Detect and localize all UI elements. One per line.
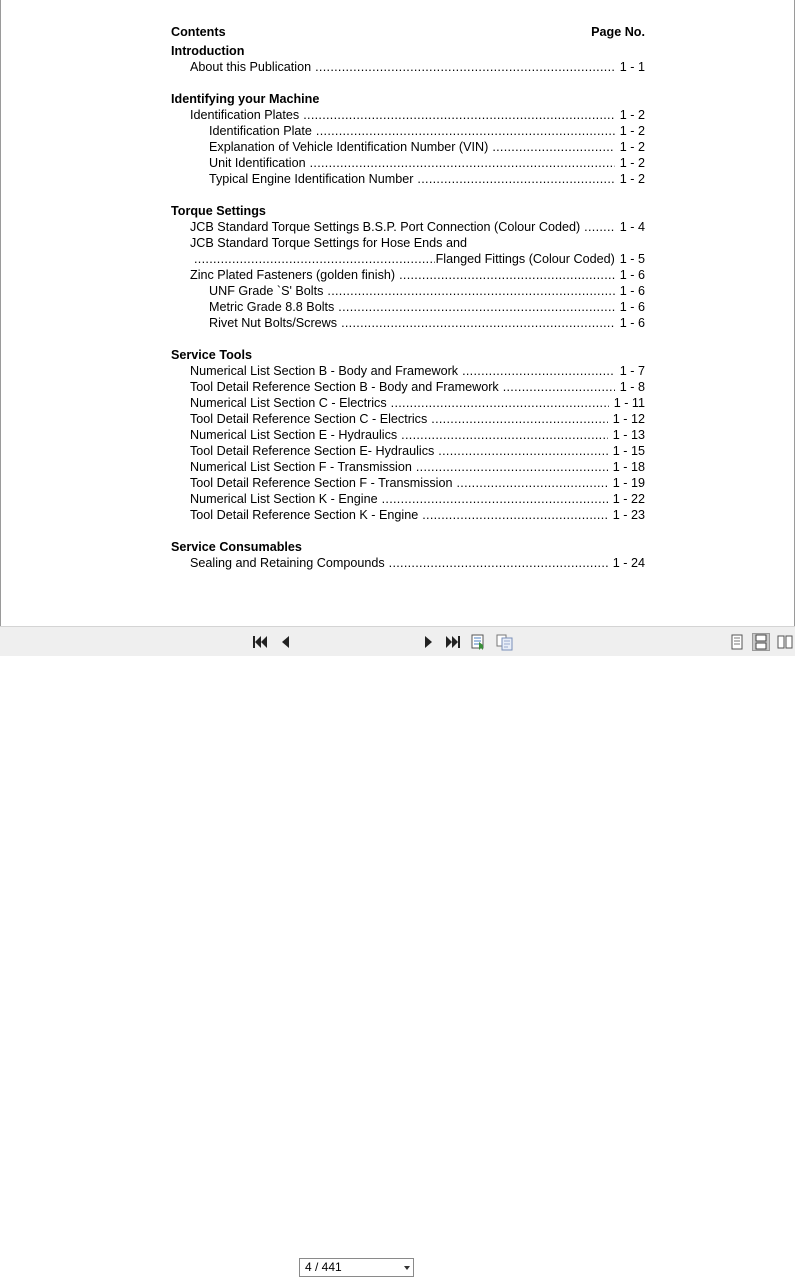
toc-entry[interactable]: [171, 59, 645, 75]
dot-leader: [334, 299, 615, 315]
page-indicator: 4 / 441: [305, 1260, 342, 1274]
bookmark-icon[interactable]: [470, 633, 488, 651]
toc-entry-text: Unit Identification: [209, 156, 306, 170]
dot-leader: [397, 427, 608, 443]
section-title: Introduction: [171, 44, 245, 58]
page-number-select[interactable]: [299, 1258, 414, 1277]
section-spacer: [171, 75, 645, 91]
dot-leader: [412, 459, 608, 475]
toc-entry-text: Numerical List Section E - Hydraulics: [190, 428, 398, 442]
toc-entry-text: Tool Detail Reference Section F - Transmission: [190, 476, 453, 490]
toc-entry[interactable]: [171, 299, 645, 315]
section-title: Identifying your Machine: [171, 92, 320, 106]
dot-leader: [418, 507, 608, 523]
dot-leader: [337, 315, 615, 331]
toc-entry-text: Zinc Plated Fasteners (golden finish): [190, 268, 396, 282]
continuous-page-icon[interactable]: [752, 633, 770, 651]
toc-entry-text: Numerical List Section K - Engine: [190, 492, 378, 506]
dot-leader: [395, 267, 615, 283]
toc-page-number: 1 - 5: [619, 252, 645, 266]
dot-leader: [580, 219, 615, 235]
toc-entry[interactable]: [171, 395, 645, 411]
toc-entry-text: Numerical List Section F - Transmission: [190, 460, 412, 474]
dot-leader: [427, 411, 608, 427]
table-of-contents: [171, 24, 645, 571]
toc-entry[interactable]: [171, 139, 645, 155]
section-spacer: [171, 523, 645, 539]
dot-leader: [452, 475, 607, 491]
toc-page-number: 1 - 2: [619, 124, 645, 138]
dot-leader: [306, 155, 615, 171]
toc-entry[interactable]: [171, 155, 645, 171]
toc-page-number: 1 - 8: [619, 380, 645, 394]
toc-entry-text: Sealing and Retaining Compounds: [190, 556, 385, 570]
toc-entry-text: Flanged Fittings (Colour Coded): [435, 252, 615, 266]
section-spacer: [171, 331, 645, 347]
toc-page-number: 1 - 2: [619, 140, 645, 154]
toc-entry[interactable]: [171, 251, 645, 267]
dot-leader: [413, 171, 614, 187]
toc-entry[interactable]: [171, 555, 645, 571]
dot-leader: [190, 251, 435, 267]
first-page-icon[interactable]: [251, 633, 269, 651]
toc-entry-text: Metric Grade 8.8 Bolts: [209, 300, 335, 314]
section-title: Service Tools: [171, 348, 252, 362]
toc-entry[interactable]: [171, 123, 645, 139]
toc-entry-text: Tool Detail Reference Section C - Electrics: [190, 412, 428, 426]
prev-page-icon[interactable]: [276, 633, 294, 651]
toc-entry-text: Explanation of Vehicle Identification Number (VIN): [209, 140, 489, 154]
toc-page-number: 1 - 7: [619, 364, 645, 378]
section-title: Torque Settings: [171, 204, 266, 218]
toc-entry[interactable]: [171, 267, 645, 283]
dot-leader: [387, 395, 609, 411]
dot-leader: [434, 443, 607, 459]
dot-leader: [323, 283, 614, 299]
toc-entry[interactable]: [171, 379, 645, 395]
thumbnails-icon[interactable]: [496, 633, 514, 651]
toc-page-number: 1 - 12: [612, 412, 645, 426]
toc-page-number: 1 - 2: [619, 172, 645, 186]
dot-leader: [299, 107, 615, 123]
chevron-down-icon: [404, 1266, 410, 1270]
toc-entry[interactable]: [171, 171, 645, 187]
toc-page-number: 1 - 19: [612, 476, 645, 490]
toc-entry[interactable]: [171, 427, 645, 443]
toc-entry[interactable]: [171, 219, 645, 235]
toc-page-number: 1 - 6: [619, 268, 645, 282]
toc-entry[interactable]: [171, 315, 645, 331]
toc-page-number: 1 - 6: [619, 300, 645, 314]
last-page-icon[interactable]: [444, 633, 462, 651]
two-page-icon[interactable]: [776, 633, 794, 651]
toc-page-number: 1 - 6: [619, 284, 645, 298]
toc-entry[interactable]: [171, 491, 645, 507]
toc-entry-text: Identification Plates: [190, 108, 300, 122]
toc-entry-text: Tool Detail Reference Section E- Hydraulics: [190, 444, 435, 458]
toc-entry-text: Rivet Nut Bolts/Screws: [209, 316, 338, 330]
dot-leader: [378, 491, 608, 507]
toc-entry[interactable]: [171, 507, 645, 523]
toc-entry[interactable]: [171, 363, 645, 379]
dot-leader: [311, 59, 615, 75]
toc-entry[interactable]: [171, 107, 645, 123]
toc-entry-text: Numerical List Section B - Body and Framework: [190, 364, 459, 378]
toc-entry-text: Typical Engine Identification Number: [209, 172, 414, 186]
document-page: [0, 0, 795, 626]
page-no-heading: Page No.: [591, 25, 645, 39]
toc-page-number: 1 - 15: [612, 444, 645, 458]
toc-entry-text: Identification Plate: [209, 124, 312, 138]
toc-entry[interactable]: [171, 475, 645, 491]
section-title: Service Consumables: [171, 540, 302, 554]
toc-page-number: 1 - 13: [612, 428, 645, 442]
toc-page-number: 1 - 4: [619, 220, 645, 234]
toc-entry[interactable]: [171, 283, 645, 299]
dot-leader: [312, 123, 615, 139]
toc-page-number: 1 - 18: [612, 460, 645, 474]
pdf-toolbar: [0, 626, 795, 1274]
toc-page-number: 1 - 1: [619, 60, 645, 74]
dot-leader: [499, 379, 615, 395]
toc-page-number: 1 - 22: [612, 492, 645, 506]
toc-entry-text: JCB Standard Torque Settings B.S.P. Port Connection (Colour Coded): [190, 220, 581, 234]
dot-leader: [458, 363, 615, 379]
toc-entry-text: JCB Standard Torque Settings for Hose Ends and: [190, 236, 467, 250]
toc-entry-text: UNF Grade `S' Bolts: [209, 284, 324, 298]
next-page-icon[interactable]: [420, 633, 438, 651]
contents-header: [171, 24, 645, 40]
toc-entry[interactable]: [171, 411, 645, 427]
contents-heading: Contents: [171, 25, 226, 39]
toc-page-number: 1 - 2: [619, 156, 645, 170]
toc-page-number: 1 - 24: [612, 556, 645, 570]
toc-entry[interactable]: [171, 459, 645, 475]
toc-page-number: 1 - 23: [612, 508, 645, 522]
toc-entry-text: Tool Detail Reference Section B - Body and Framework: [190, 380, 499, 394]
toc-page-number: 1 - 2: [619, 108, 645, 122]
toc-page-number: 1 - 6: [619, 316, 645, 330]
single-page-icon[interactable]: [728, 633, 746, 651]
toc-entry-text: About this Publication: [190, 60, 312, 74]
toc-entry[interactable]: [171, 235, 645, 251]
section-spacer: [171, 187, 645, 203]
dot-leader: [488, 139, 614, 155]
toc-entry-text: Numerical List Section C - Electrics: [190, 396, 387, 410]
toc-page-number: 1 - 11: [613, 396, 645, 410]
toc-entry[interactable]: [171, 443, 645, 459]
dot-leader: [385, 555, 608, 571]
toc-entry-text: Tool Detail Reference Section K - Engine: [190, 508, 419, 522]
